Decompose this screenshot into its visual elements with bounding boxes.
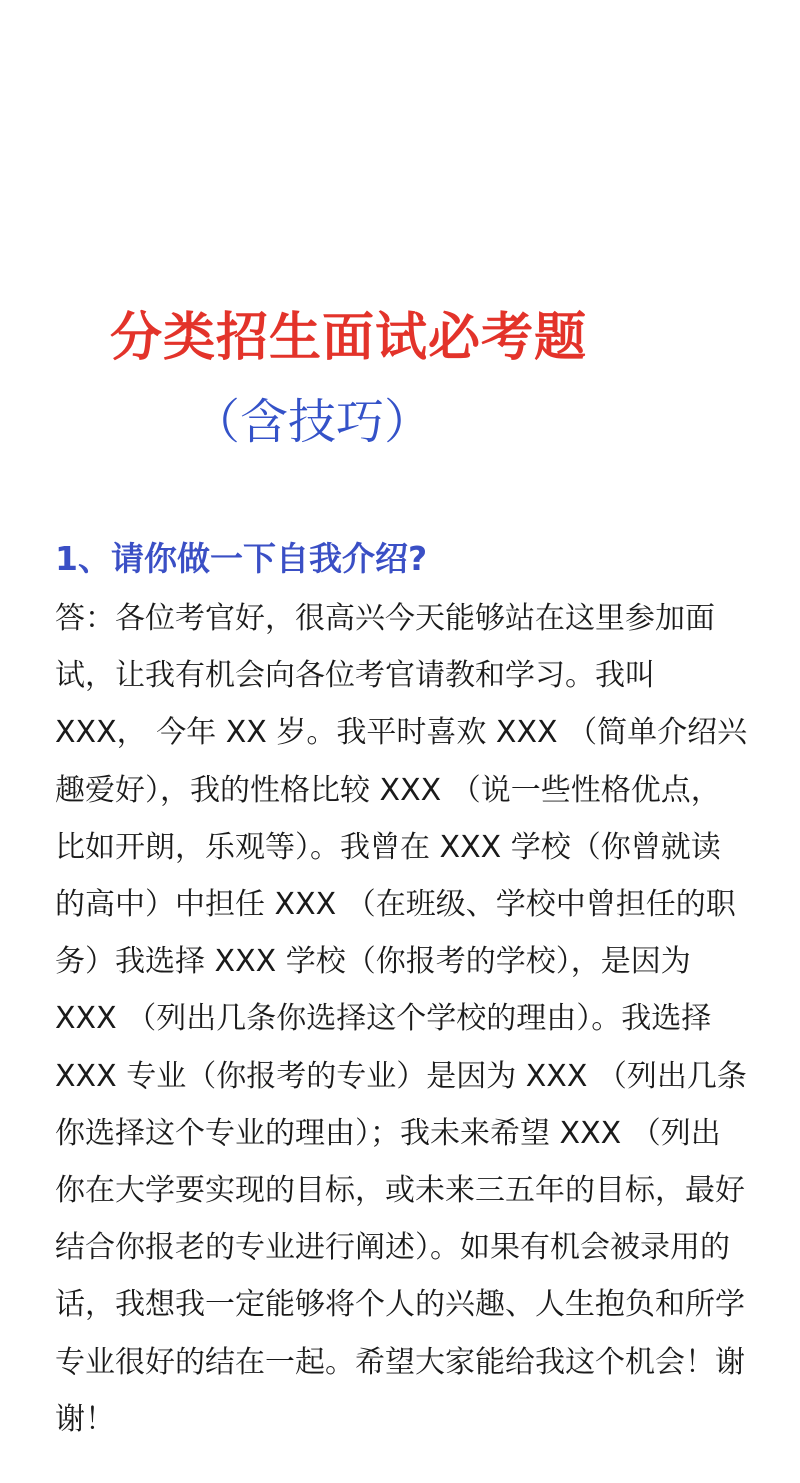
answer-line: XXX， 今年 XX 岁。我平时喜欢 XXX （简单介绍兴 [55,715,748,751]
answer-line: XXX （列出几条你选择这个学校的理由）。我选择 [55,1001,712,1037]
answer-line: 你选择这个专业的理由）；我未来希望 XXX （列出 [55,1115,721,1151]
answer-line: 的高中）中担任 XXX （在班级、学校中曾担任的职 [55,887,736,923]
answer-line: 趣爱好），我的性格比较 XXX （说一些性格优点， [55,772,721,808]
answer-line: 专业很好的结在一起。希望大家能给我这个机会！谢 [55,1344,745,1380]
answer-paragraph [55,590,748,1448]
answer-line: 话，我想我一定能够将个人的兴趣、人生抱负和所学 [55,1287,745,1323]
answer-line: 试，让我有机会向各位考官请教和学习。我叫 [55,658,655,694]
page-title: 分类招生面试必考题 [110,308,588,368]
question-heading: 1、请你做一下自我介绍? [55,539,428,578]
page-subtitle: （含技巧） [192,394,433,450]
answer-line: 比如开朗，乐观等）。我曾在 XXX 学校（你曾就读 [55,829,721,865]
answer-line: XXX 专业（你报考的专业）是因为 XXX （列出几条 [55,1058,747,1094]
answer-line: 答：各位考官好，很高兴今天能够站在这里参加面 [55,601,715,636]
answer-line: 你在大学要实现的目标，或未来三五年的目标，最好 [55,1173,745,1209]
answer-line: 务）我选择 XXX 学校（你报考的学校），是因为 [55,944,691,980]
answer-line: 结合你报老的专业进行阐述）。如果有机会被录用的 [55,1230,730,1266]
answer-line: 谢！ [55,1401,115,1437]
